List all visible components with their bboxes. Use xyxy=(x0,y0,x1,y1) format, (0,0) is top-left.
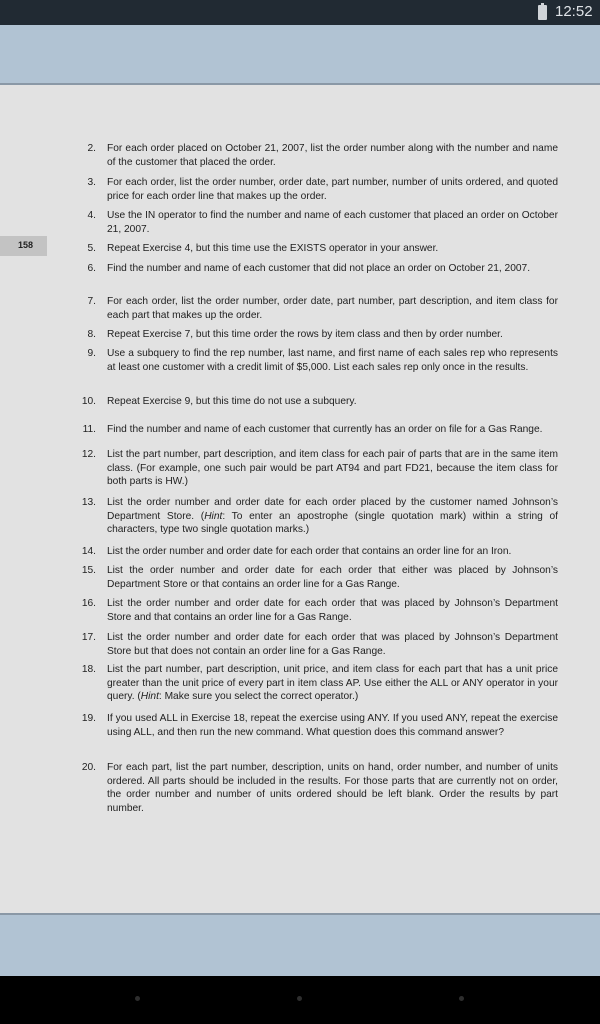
navigation-bar xyxy=(0,976,600,1024)
status-bar xyxy=(0,0,600,25)
exercise-text-segment: If you used ALL in Exercise 18, repeat the exercise using ANY. If you used ANY, repeat the exercise using ALL, and then run the new command. What question does this command answer? xyxy=(107,713,558,738)
exercise-text xyxy=(107,295,558,322)
exercise-number: 17. xyxy=(81,632,96,643)
exercise-number: 2. xyxy=(87,143,96,154)
exercise-number: 16. xyxy=(81,598,96,609)
exercise-number: 3. xyxy=(87,177,96,188)
exercise-text-segment: For each order, list the order number, order date, part number, number of units ordered, and quoted price for each order line that makes up the order. xyxy=(107,177,558,202)
exercise-number: 18. xyxy=(81,664,96,675)
top-band xyxy=(0,25,600,83)
exercise-text xyxy=(107,209,558,236)
exercise-text-segment: Repeat Exercise 4, but this time use the EXISTS operator in your answer. xyxy=(107,243,439,254)
exercise-text-segment: List the part number, part description, unit price, and item class for each part that has a unit price greater than the unit price of every part in item class AP. Use either the ALL or ANY operator in your query. ( xyxy=(107,664,558,702)
exercise-text xyxy=(107,328,558,342)
exercise-text xyxy=(107,242,558,256)
exercise-text-segment: : Make sure you select the correct operator.) xyxy=(158,691,359,702)
bottom-band xyxy=(0,915,600,976)
exercise-text xyxy=(107,663,558,704)
exercise-text-segment: Repeat Exercise 9, but this time do not use a subquery. xyxy=(107,396,357,407)
exercise-number: 15. xyxy=(81,565,96,576)
page-number-tab xyxy=(0,236,47,256)
exercise-text xyxy=(107,761,558,815)
exercise-text-segment: List the part number, part description, and item class for each pair of parts that are in the same item class. (For example, one such pair would be part AT94 and part FD21, because the item class for both parts is HW.) xyxy=(107,449,558,487)
exercise-text xyxy=(107,262,558,276)
exercise-text xyxy=(107,631,558,658)
exercise-text-segment: Repeat Exercise 7, but this time order the rows by item class and then by order number. xyxy=(107,329,503,340)
exercise-text-segment: List the order number and order date for each order placed by the customer named Johnson’s Department Store. ( xyxy=(107,497,558,522)
exercise-text-segment: For each order, list the order number, order date, part number, part description, and item class for each part that makes up the order. xyxy=(107,296,558,321)
exercise-number: 10. xyxy=(81,396,96,407)
exercise-number: 8. xyxy=(87,329,96,340)
exercise-text xyxy=(107,564,558,591)
exercise-number: 11. xyxy=(82,424,96,435)
hint-label: Hint xyxy=(204,510,223,522)
exercise-text xyxy=(107,597,558,624)
exercise-number: 12. xyxy=(81,449,96,460)
exercise-number: 20. xyxy=(81,762,96,773)
exercise-number: 14. xyxy=(81,546,96,557)
exercise-text xyxy=(107,496,558,537)
clock: 12:52 xyxy=(555,3,593,20)
page-number: 158 xyxy=(18,240,34,250)
exercise-number: 9. xyxy=(87,348,96,359)
exercise-text-segment: List the order number and order date for each order that contains an order line for an Iron. xyxy=(107,546,512,557)
exercise-text xyxy=(107,142,558,169)
exercise-number: 6. xyxy=(87,263,96,274)
exercise-text xyxy=(107,712,558,739)
recents-button[interactable] xyxy=(459,996,464,1001)
exercise-number: 5. xyxy=(87,243,96,254)
exercise-text-segment: For each part, list the part number, description, units on hand, order number, and number of units ordered. All parts should be included in the results. For those parts that are currently not on order, the order number and number of units ordered should be left blank. Order the results by part number. xyxy=(107,762,558,814)
exercise-text xyxy=(107,395,558,409)
exercise-text-segment: Use a subquery to find the rep number, last name, and first name of each sales rep who represents at least one customer with a credit limit of $5,000. List each sales rep only once in the results. xyxy=(107,348,558,373)
exercise-text-segment: List the order number and order date for each order that was placed by Johnson’s Department Store but that does not contain an order line for a Gas Range. xyxy=(107,632,558,657)
exercise-text xyxy=(107,545,558,559)
exercise-number: 19. xyxy=(81,713,96,724)
exercise-text xyxy=(107,423,558,437)
document-page[interactable] xyxy=(0,85,600,913)
home-button[interactable] xyxy=(297,996,302,1001)
exercise-text-segment: List the order number and order date for each order that was placed by Johnson’s Department Store and that contains an order line for a Gas Range. xyxy=(107,598,558,623)
exercise-text xyxy=(107,347,558,374)
exercise-text xyxy=(107,448,558,489)
exercise-text-segment: : To enter an apostrophe (single quotation mark) within a string of characters, type two single quotation marks.) xyxy=(107,510,558,535)
exercise-text xyxy=(107,176,558,203)
back-button[interactable] xyxy=(135,996,140,1001)
hint-label: Hint xyxy=(140,691,159,702)
exercise-text-segment: Find the number and name of each customer that currently has an order on file for a Gas Range. xyxy=(107,424,543,435)
exercise-number: 4. xyxy=(87,210,96,221)
exercise-text-segment: Find the number and name of each customer that did not place an order on October 21, 2007. xyxy=(107,263,531,274)
battery-icon xyxy=(538,5,547,20)
exercise-text-segment: For each order placed on October 21, 2007, list the order number along with the number and name of the customer that placed the order. xyxy=(107,143,558,168)
exercise-number: 7. xyxy=(87,296,96,307)
exercise-text-segment: Use the IN operator to find the number and name of each customer that placed an order on October 21, 2007. xyxy=(107,210,558,235)
exercise-number: 13. xyxy=(81,497,96,508)
exercise-text-segment: List the order number and order date for each order that either was placed by Johnson’s Department Store or that contains an order line for a Gas Range. xyxy=(107,565,558,590)
